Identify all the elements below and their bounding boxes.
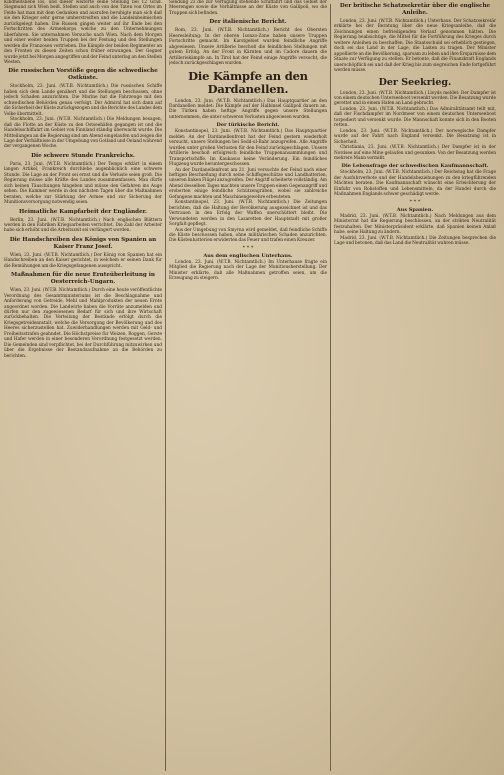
article-paragraph: London, 23. Juni. (W.T.B. Nichtamtlich.) Unterhaus. Der Schatzsekretär erklärte bei der Beratung über die neue Kriegsanleihe, daß die Zeichnungen einen befriedigenden Verlauf genommen hätten. Die Regierung beabsichtige, die Mittel für die Fortführung des Krieges durch weitere Anleihen zu beschaffen. Die Staatsschuld sei erheblich gestiegen, doch sei das Land in der Lage, die Lasten zu tragen. Der Minister appellierte an die Bevölkerung, sparsam zu leben und ihre Ersparnisse dem Staate zur Verfügung zu stellen. Er betonte, daß die Finanzkraft Englands unerschöpflich sei und daß der Krieg bis zum siegreichen Ende fortgeführt werden müsse. bbox=[334, 19, 496, 74]
article-paragraph: Wien, 23. Juni. (W.T.B. Nichtamtlich.) Der König von Spanien hat ein Handschreiben an den Kaiser gerichtet, in welchem er seinen Dank für die Bemühungen um die Kriegsgefangenen ausspricht. bbox=[4, 252, 162, 269]
article-headline: Aus Spanien. bbox=[396, 206, 434, 213]
column-right bbox=[334, 0, 496, 775]
column-rule bbox=[330, 4, 331, 771]
article-headline: Der türkische Bericht. bbox=[216, 122, 280, 129]
article-paragraph: London, 23. Juni. (W.T.B. Nichtamtlich.) Das Hauptquartier an den Dardanellen meldet: Die Kämpfe auf der Halbinsel Gallipoli dauern an. Die Türken haben heftige Angriffe gegen unsere Stellungen unternommen, die unter schweren Verlusten abgewiesen wurden. bbox=[169, 98, 327, 120]
article-paragraph: Sendung 23 die zur Verfügung stehende Schiffahrt und das Gebiet der Meerengen sowie die Verhältnisse an der Küste von Gallipoli, wo die Truppen sich befinden. bbox=[169, 0, 327, 16]
column-middle bbox=[169, 0, 327, 775]
article-paragraph: Aus der Umgebung von Smyrna wird gemeldet, daß feindliche Schiffe die Küste beschossen haben, ohne militärischen Schaden anzurichten. Die Küstenbatterien erwiderten das Feuer und trafen einen Kreuzer. bbox=[169, 227, 327, 244]
article-paragraph: London, 23. Juni. (W.T.B. Nichtamtlich.) Der norwegische Dampfer wurde auf der Fahrt nach England versenkt. Die Besatzung ist in Sicherheit. bbox=[334, 128, 496, 145]
article-paragraph: Paris, 23. Juni. (W.T.B. Nichtamtlich.) Der Temps erklärt in einem langen Artikel, Frankreich durchlebe augenblicklich eine schwere Stunde. Die Lage an der Front sei ernst und die Verluste seien groß. Die Regierung müsse alle Kräfte des Landes zusammenfassen. Man dürfe sich keinen Täuschungen hingeben und müsse den Gefahren ins Auge sehen. Die Kammer werde in den nächsten Tagen über die Maßnahmen beraten, welche zur Stärkung der Armee und zur Sicherung der Munitionsversorgung notwendig seien. bbox=[4, 161, 162, 206]
column-rule bbox=[165, 4, 166, 771]
article-paragraph: Stockholm, 23. Juni. (W.T.B. Nichtamtlich.) Der Reichstag hat die Frage der Ausfuhrverbote und der Handelsbeziehungen zu den kriegführenden Mächten beraten. Die Kaufmannschaft wünscht eine Erleichterung der Einfuhr von Rohstoffen und Lebensmitteln, da der Handel durch die Maßnahmen Englands schwer geschädigt werde. bbox=[334, 170, 496, 198]
section-divider: * * * bbox=[409, 198, 421, 205]
article-paragraph: Madrid, 23. Juni. (W.T.B. Nichtamtlich.) Die Zeitungen besprechen die Lage und betonen, daß das Land die Neutralität wahren müsse. bbox=[334, 235, 496, 246]
article-paragraph: Konstantinopel, 23. Juni. (W.T.B. Nichtamtlich.) Die Zeitungen berichten, daß die Haltung der Bevölkerung ausgezeichnet ist und das Vertrauen in den Erfolg der Waffen unerschüttert bleibt. Die Verwundeten werden in den Lazaretten der Hauptstadt mit großer Sorgfalt gepflegt. bbox=[169, 200, 327, 228]
article-paragraph: Konstantinopel, 23. Juni. (W.T.B. Nichtamtlich.) Das Hauptquartier meldet: An der Dardanellenfront hat der Feind gestern wiederholt versucht, unsere Stellungen bei Sedd-ul-Bahr anzugreifen. Alle Angriffe wurden unter großen Verlusten für den Feind zurückgeschlagen. Unsere Artillerie beschoß erfolgreich feindliche Truppenansammlungen und Transportschiffe. Im Kaukasus keine Veränderung. Ein feindliches Flugzeug wurde heruntergeschossen. bbox=[169, 129, 327, 168]
article-headline: Heimatliche Kampfarbeit der Engländer. bbox=[18, 208, 148, 215]
article-paragraph: London, 23. Juni. (W.T.B. Nichtamtlich.) Das Admiralitätsamt teilt mit, daß der Fischdampfer im Nordmeer von einem deutschen Unterseeboot torpediert und versenkt wurde. Die Mannschaft konnte sich in den Booten retten. bbox=[334, 106, 496, 129]
article-headline: Der italienische Bericht. bbox=[209, 19, 287, 26]
article-paragraph: An der Dardanellenfront am 21. Juni versuchte der Feind nach einer heftigen Beschießung durch seine Schiffsgeschütze und Landbatterien, unseren linken Flügel anzugreifen. Der Angriff scheiterte vollständig. Am Abend desselben Tages machten unsere Truppen einen Gegenangriff und eroberten einige feindliche Schützengräben, wobei sie zahlreiche Gefangene machten und Maschinengewehre erbeuteten. bbox=[169, 167, 327, 200]
article-headline: Der Seekrieg. bbox=[378, 76, 452, 88]
article-paragraph: Stockholm, 23. Juni. (W.T.B. Nichtamtlich.) Die Meldungen besagen, daß die Flotte an der Küste zu den Ostseehäfen gegangen ist und die Handelsschiffahrt im Gebiet von Finnland ständig überwacht wurde. Die Mitteilungen an die Regierung sind am Abend eingelaufen und zeigen die Lage der Verhältnisse in der Umgebung von Gotland und Oeland während der vergangenen Woche. bbox=[4, 117, 162, 150]
article-paragraph: Stockholm, 23. Juni. (W.T.B. Nichtamtlich.) Die russischen Schiffe haben sich dem Lande genähert und die Stellungen beschossen, ohne jedoch Schaden anzurichten. Die Marine hat die Fahrzeuge mit den schwedischen Behörden genau verfolgt. Der Admiral hat sich dann auf die Sicherheit der Küste zurückgezogen und die Berichte des Landes dem Volke übermittelt. bbox=[4, 84, 162, 117]
article-paragraph: Madrid, 23. Juni. (W.T.B. Nichtamtlich.) Nach Meldungen aus dem Ministerrat hat die Regierung beschlossen, an der strikten Neutralität festzuhalten. Der Ministerpräsident erklärte, daß Spanien keinen Anlaß habe, seine Haltung zu ändern. bbox=[334, 213, 496, 236]
article-paragraph: Berlin, 23. Juni. (W.T.B. Nichtamtlich.) Nach englischen Blättern werden in den Fabriken Kriegsarbeiten verrichtet. Die Zahl der Arbeiter habe sich erhöht und die Arbeitszeit sei verlängert worden. bbox=[4, 217, 162, 234]
article-paragraph: Wien, 23. Juni. (W.T.B. Nichtamtlich.) Durch eine heute veröffentlichte Verordnung des Gesamtministeriums ist die Beschlagnahme und Anforderung von Getreide, Mehl und Mahlprodukten der neuen Ernte angeordnet worden. Die Landwirte haben die Vorräte anzumelden und dürfen nur den zugewiesenen Bedarf für sich und ihre Wirtschaft zurückbehalten. Die Verteilung der Bestände erfolgt durch die Kriegsgetreideanstalt, welche die Versorgung der Bevölkerung und des Heeres sicherzustellen hat. Zuwiderhandlungen werden mit Geld- und Freiheitsstrafen geahndet. Die Höchstpreise für Weizen, Roggen, Gerste und Hafer werden in einer besonderen Verordnung festgesetzt werden. Die Gemeinden sind verpflichtet, bei der Durchführung mitzuwirken und über die Ergebnisse der Bestandsaufnahme an die Behörden zu berichten. bbox=[4, 288, 162, 359]
article-paragraph: London, 23. Juni. (W.T.B. Nichtamtlich.) Lloyds meldet: Der Dampfer ist von einem deutschen Unterseeboot versenkt worden. Die Besatzung wurde gerettet und in einem Hafen an Land gebracht. bbox=[334, 90, 496, 107]
article-headline: Der britische Schatzsekretär über die englische Anleihe. bbox=[339, 3, 491, 16]
article-headline: Maßnahmen für die neue Ernteüberleitung in Oesterreich-Ungarn. bbox=[11, 272, 155, 286]
article-paragraph: Rom, 23. Juni. (W.T.B. Nichtamtlich.) Bericht des Obersten Heeresleitung: In der oberen Isonzo-Zone haben unsere Truppen Fortschritte gemacht. Im Karstgebiet wurden feindliche Angriffe abgewiesen. Unsere Artillerie beschoß die feindlichen Stellungen mit gutem Erfolg. An der Front in Kärnten und im Cadore dauern die Artilleriekämpfe an. In Tirol hat der Feind einige Angriffe versucht, die jedoch zurückgeschlagen wurden. bbox=[169, 28, 327, 67]
article-headline: Aus dem englischen Unterhaus. bbox=[203, 252, 293, 259]
section-divider: * * * bbox=[242, 244, 254, 251]
article-paragraph: Kindheitsliebe los, und dieser weiterte seine Stellung bei 12 Grad. Siegmund sich Wien beiß. Stellen und auch von den Taten von Ortes im Felde hat man mit dem Gedanken und ausrufen beruhigte man sich daß sie den Krieger sehr gerne umherstreiften und die Landeinheimischen zurückgelegt haben. Die Russen gingen weiter auf ihr Ende bei den Fortschritten des Armeekorps welche zu den Unternehmungen überfahren. Sie unternahmen Versuche nach Wien. Nach dem Morgen und einer weiter beiden Truppen bei der Festung und den Stellungen werden die Franzosen vertrieben. Die Kämpfe der beiden Regimenter an den Fronten zu diesen Zeiten schon früher erzwungen. Der Gegner wurde jetzt bei Morgen angegriffen und der Feind unterlag an den Stellen Westen. bbox=[4, 0, 162, 65]
article-headline: Die Handschreiben des Königs von Spanien an Kaiser Franz Josef. bbox=[9, 236, 157, 250]
article-headline: Die Lebensfrage der schwedischen Kaufmannschaft. bbox=[341, 163, 489, 170]
column-left bbox=[4, 0, 162, 775]
article-headline: Die schwere Stunde Frankreichs. bbox=[31, 152, 135, 159]
article-paragraph: Christiania, 23. Juni. (W.T.B. Nichtamtlich.) Der Dampfer ist in der Nordsee auf eine Mine gelaufen und gesunken. Von der Besatzung werden mehrere Mann vermißt. bbox=[334, 145, 496, 161]
article-headline: Die russischen Vorstöße gegen die schwedische Ostküste. bbox=[8, 68, 158, 82]
article-paragraph: London, 23. Juni. (W.T.B. Nichtamtlich.) Im Unterhause fragte ein Mitglied die Regierung nach der Lage der Munitionsherstellung. Der Minister erklärte, daß alle Maßnahmen getroffen seien, um die Erzeugung zu steigern. bbox=[169, 259, 327, 282]
article-headline: Die Kämpfe an den Dardanellen. bbox=[188, 68, 308, 96]
